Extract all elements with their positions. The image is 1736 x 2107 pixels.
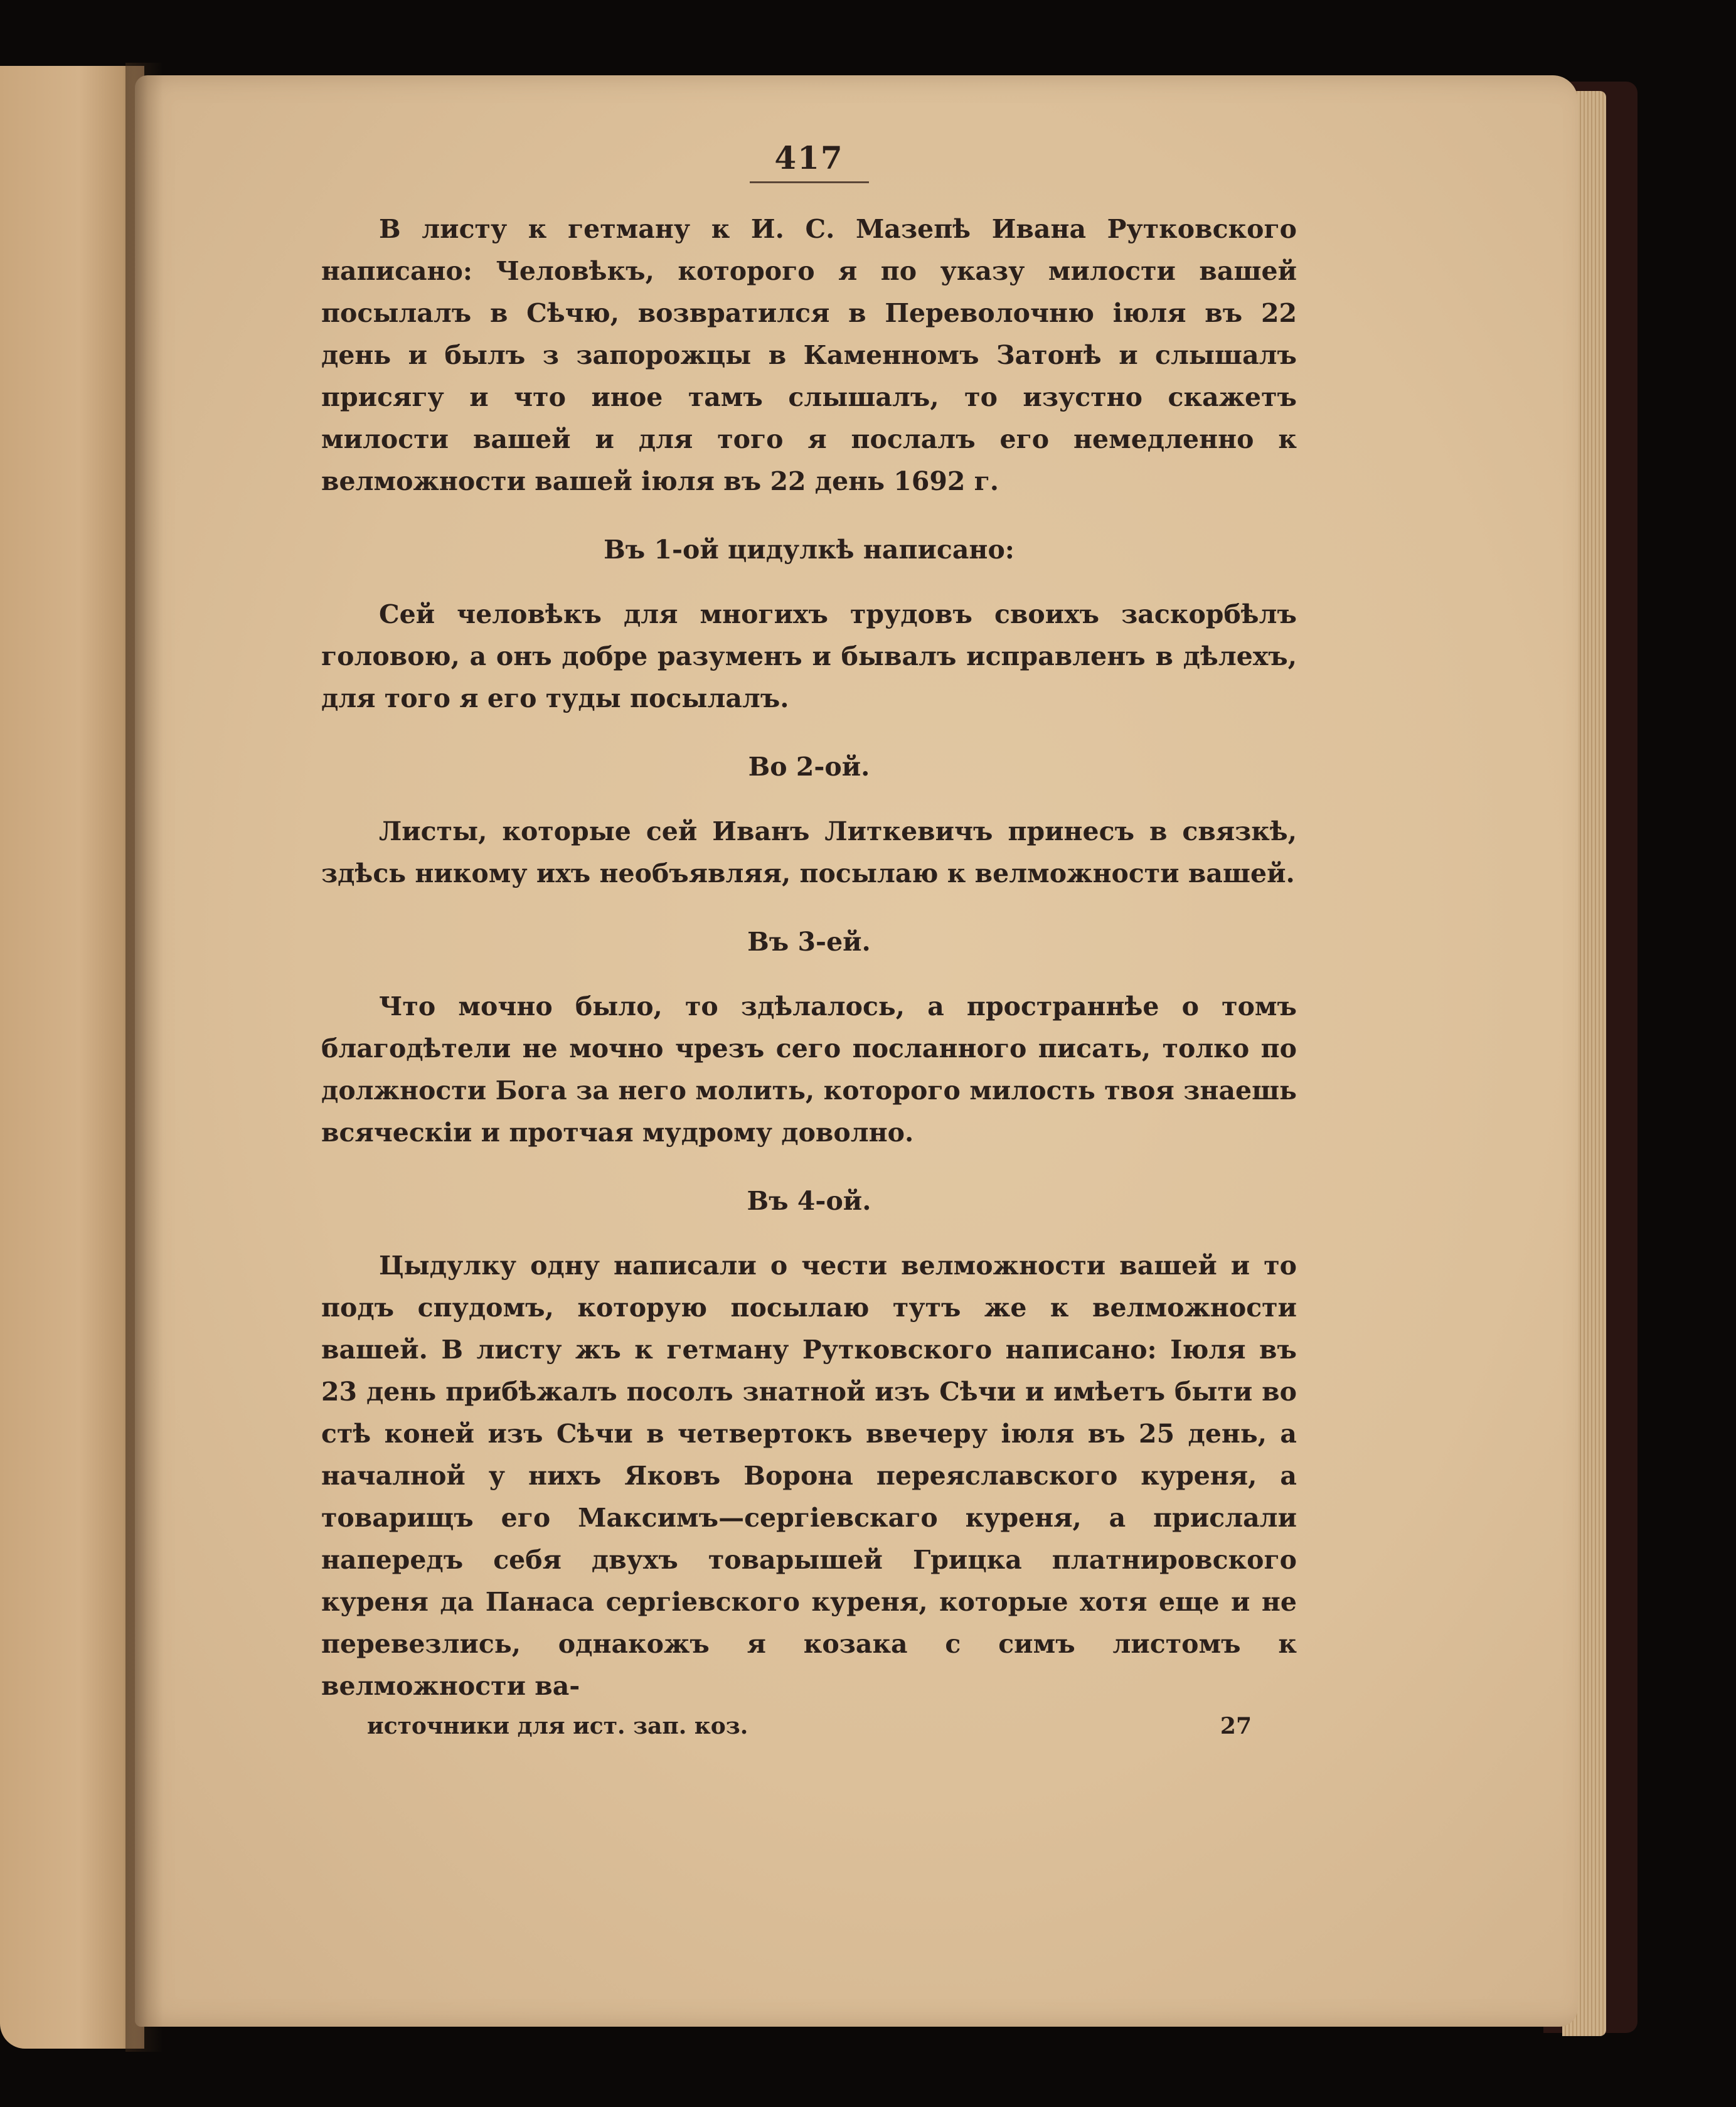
left-page [0,66,144,2049]
page-number-rule [750,181,869,183]
text-column [321,125,1297,1707]
heading-cidulka-3: Въ 3-ей. [747,927,871,957]
paragraph-2: Сей человѣкъ для многихъ трудовъ своихъ заскорбѣлъ головою, а онъ добре разуменъ и бывалъ исправленъ в дѣлехъ, для того я его туды посылалъ. [321,599,1297,713]
heading-cidulka-1: Въ 1-ой цидулкѣ написано: [604,535,1014,565]
spine-shadow [125,63,163,2052]
heading-cidulka-4: Въ 4-ой. [747,1186,871,1216]
page-footer [367,1713,1252,1739]
heading-cidulka-2: Во 2-ой. [748,752,870,782]
paragraph-3: Листы, которые сей Иванъ Литкевичъ принесъ в связкѣ, здѣсь никому ихъ необъявляя, посылаю к велможности вашей. [321,816,1297,888]
paragraph-4: Что мочно было, то здѣлалось, а пространнѣе о томъ благодѣтели не мочно чрезъ сего посланного писать, толко по должности Бога за него молить, которого милость твоя знаешь всяческiи и протчая мудрому доволно. [321,991,1297,1148]
footer-signature: источники для ист. зап. коз. [367,1713,748,1739]
paragraph-1: В листу к гетману к И. С. Мазепѣ Ивана Рутковского написано: Человѣкъ, которого я по указу милости вашей посылалъ в Сѣчю, возвратился в Переволочню iюля въ 22 день и былъ з запорожцы в Каменномъ Затонѣ и слышалъ присягу и что иное тамъ слышалъ, то изустно скажетъ милости вашей и для того я послалъ его немедленно к велможности вашей iюля въ 22 день 1692 г. [321,214,1297,496]
page-number: 417 [774,139,844,176]
footer-sheet-number: 27 [1220,1713,1252,1739]
paragraph-5: Цыдулку одну написали о чести велможности вашей и то подъ спудомъ, которую посылаю тутъ же к велможности вашей. В листу жъ к гетману Рутковского написано: Iюля въ 23 день прибѣжалъ посолъ знатной изъ Сѣчи и имѣетъ быти во стѣ коней изъ Сѣчи в четвертокъ ввечеру iюля въ 25 день, а началной у нихъ Яковъ Ворона переяславского куреня, а товарищъ его Максимъ—сергiевскаго куреня, а прислали напередъ себя двухъ товарышей Грицка платнировского куреня да Панаса сергiевского куреня, которые хотя еще и не перевезлись, однакожъ я козака с симъ листомъ к велможности ва- [321,1251,1297,1701]
